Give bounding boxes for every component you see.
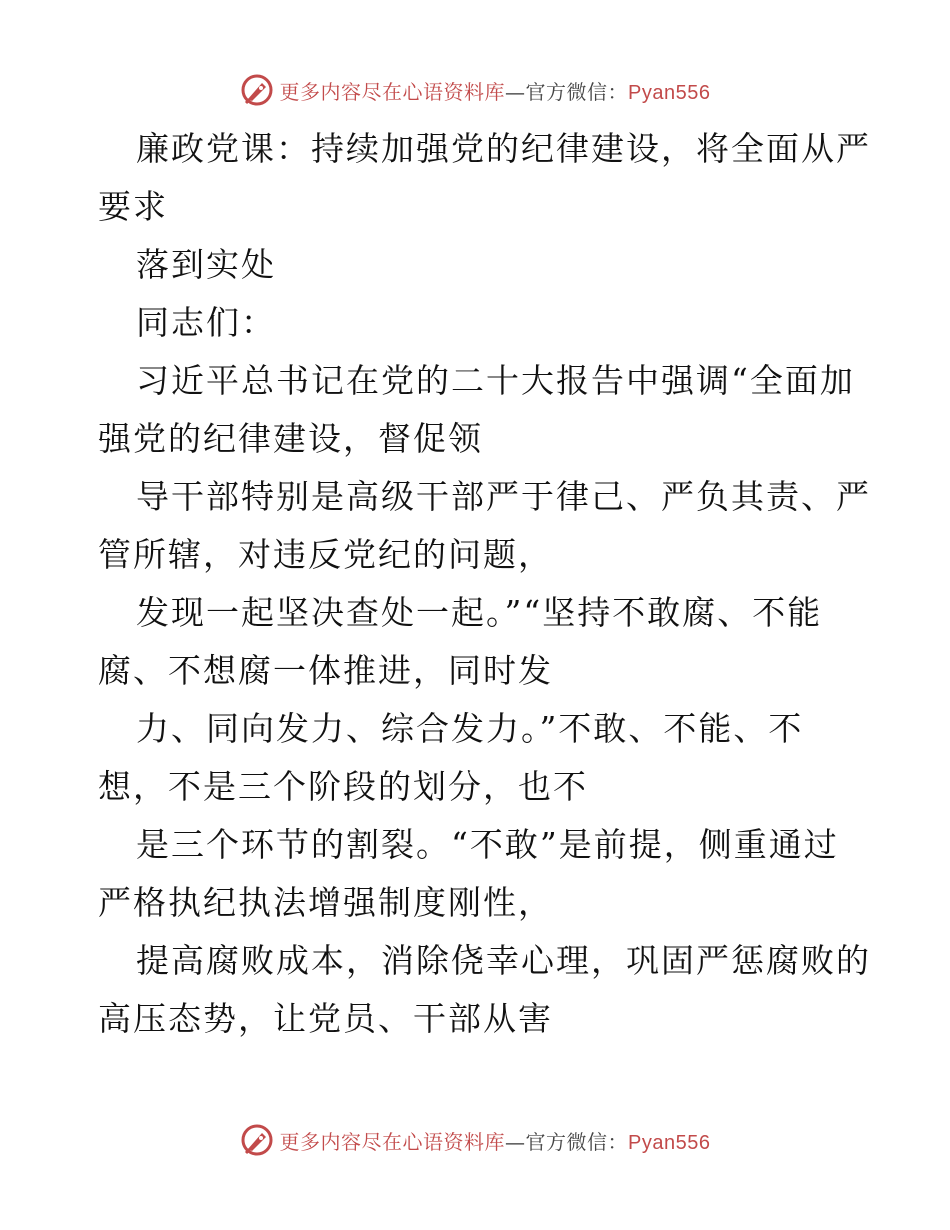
doc-paragraph-line: 是三个环节的割裂。“不敢”是前提，侧重通过 (136, 825, 839, 864)
doc-paragraph-line: 管所辖，对违反党纪的问题， (98, 535, 553, 574)
pen-nib-circle-icon (240, 1123, 274, 1157)
header-watermark-banner (0, 70, 950, 110)
doc-paragraph-line: 提高腐败成本，消除侥幸心理，巩固严惩腐败的 (136, 941, 871, 980)
doc-title-line-3: 落到实处 (136, 245, 276, 284)
watermark-wechat-id: Pyan556 (628, 81, 711, 104)
watermark-dash: — (505, 1129, 526, 1154)
watermark-wechat-label: 官方微信： (525, 1129, 629, 1154)
doc-title-line-1: 廉政党课：持续加强党的纪律建设，将全面从严 (136, 129, 871, 168)
doc-paragraph-line: 发现一起坚决查处一起。”“坚持不敢腐、不能 (136, 593, 823, 632)
document-body (98, 120, 871, 1048)
doc-paragraph-line: 强党的纪律建设，督促领 (98, 419, 483, 458)
doc-paragraph-line: 高压态势，让党员、干部从害 (98, 999, 553, 1038)
watermark-dash: — (505, 79, 526, 104)
doc-title-line-2: 要求 (98, 187, 168, 226)
watermark-text (280, 76, 711, 105)
doc-paragraph-line: 习近平总书记在党的二十大报告中强调“全面加 (136, 361, 855, 400)
watermark-main-text: 更多内容尽在心语资料库 (279, 1129, 506, 1154)
doc-paragraph-line: 力、同向发力、综合发力。”不敢、不能、不 (136, 709, 804, 748)
doc-salutation: 同志们： (136, 303, 276, 342)
watermark-wechat-id: Pyan556 (628, 1131, 711, 1154)
doc-paragraph-line: 导干部特别是高级干部严于律己、严负其责、严 (136, 477, 871, 516)
doc-paragraph-line: 想，不是三个阶段的划分，也不 (98, 767, 588, 806)
watermark-text (280, 1126, 711, 1155)
footer-watermark-banner (0, 1120, 950, 1160)
watermark-wechat-label: 官方微信： (525, 79, 629, 104)
doc-paragraph-line: 严格执纪执法增强制度刚性， (98, 883, 553, 922)
pen-nib-circle-icon (240, 73, 274, 107)
doc-paragraph-line: 腐、不想腐一体推进，同时发 (98, 651, 553, 690)
watermark-main-text: 更多内容尽在心语资料库 (279, 79, 506, 104)
